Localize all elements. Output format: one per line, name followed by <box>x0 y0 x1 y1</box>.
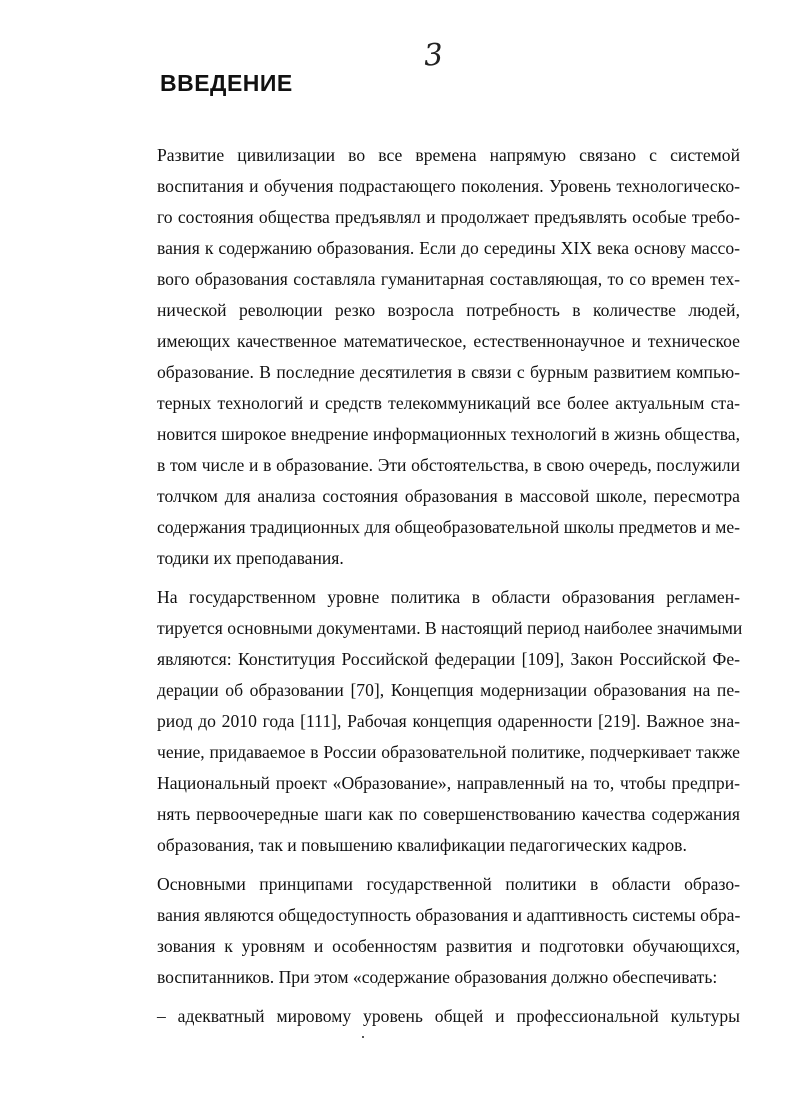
paragraph <box>112 140 740 574</box>
page-number: 3 <box>422 37 445 74</box>
text-line: образование. В последние десятилетия в связи с бурным развитием компью- <box>157 362 740 382</box>
text-line: дерации об образовании [70], Концепция модернизации образования на пе- <box>157 680 740 700</box>
text-line: чение, придаваемое в России образовательной политике, подчеркивает также <box>157 742 740 762</box>
text-line: Основными принципами государственной политики в области образо- <box>157 874 740 894</box>
text-line: воспитания и обучения подрастающего поколения. Уровень технологическо- <box>157 176 740 196</box>
text-line: Развитие цивилизации во все времена напрямую связано с системой <box>157 145 740 165</box>
text-line: тодики их преподавания. <box>157 548 344 568</box>
page-title: ВВЕДЕНИЕ <box>160 70 293 96</box>
text-line: имеющих качественное математическое, естественнонаучное и техническое <box>157 331 740 351</box>
text-line: вого образования составляла гуманитарная составляющая, то со времен тех- <box>157 269 740 289</box>
text-line: зования к уровням и особенностям развития и подготовки обучающихся, <box>157 936 740 956</box>
text-line: Национальный проект «Образование», направленный на то, чтобы предпри- <box>157 773 740 793</box>
text-line: вания являются общедоступность образования и адаптивность системы обра- <box>157 905 741 925</box>
paragraph <box>112 582 743 861</box>
text-line: являются: Конституция Российской федерации [109], Закон Российской Фе- <box>157 649 740 669</box>
text-line: вания к содержанию образования. Если до середины XIX века основу массо- <box>157 238 740 258</box>
text-line: – адекватный мировому уровень общей и профессиональной культуры <box>157 1006 740 1026</box>
document-body <box>112 140 743 1032</box>
scan-speck <box>362 1036 364 1038</box>
text-line: содержания традиционных для общеобразовательной школы предметов и ме- <box>157 517 740 537</box>
paragraph <box>112 1001 740 1032</box>
text-line: риод до 2010 года [111], Рабочая концепция одаренности [219]. Важное зна- <box>157 711 740 731</box>
text-line: образования, так и повышению квалификации педагогических кадров. <box>157 835 687 855</box>
text-line: толчком для анализа состояния образования в массовой школе, пересмотра <box>157 486 740 506</box>
text-line: в том числе и в образование. Эти обстоятельства, в свою очередь, послужили <box>157 455 740 475</box>
text-line: го состояния общества предъявлял и продолжает предъявлять особые требо- <box>157 207 740 227</box>
text-line: терных технологий и средств телекоммуникаций все более актуальным ста- <box>157 393 740 413</box>
text-line: новится широкое внедрение информационных технологий в жизнь общества, <box>157 424 740 444</box>
text-line: нять первоочередные шаги как по совершенствованию качества содержания <box>157 804 740 824</box>
paragraph <box>112 869 740 993</box>
text-line: воспитанников. При этом «содержание образования должно обеспечивать: <box>157 967 718 987</box>
text-line: На государственном уровне политика в области образования регламен- <box>157 587 740 607</box>
text-line: тируется основными документами. В настоящий период наиболее значимыми <box>157 618 743 638</box>
text-line: нической революции резко возросла потребность в количестве людей, <box>157 300 740 320</box>
